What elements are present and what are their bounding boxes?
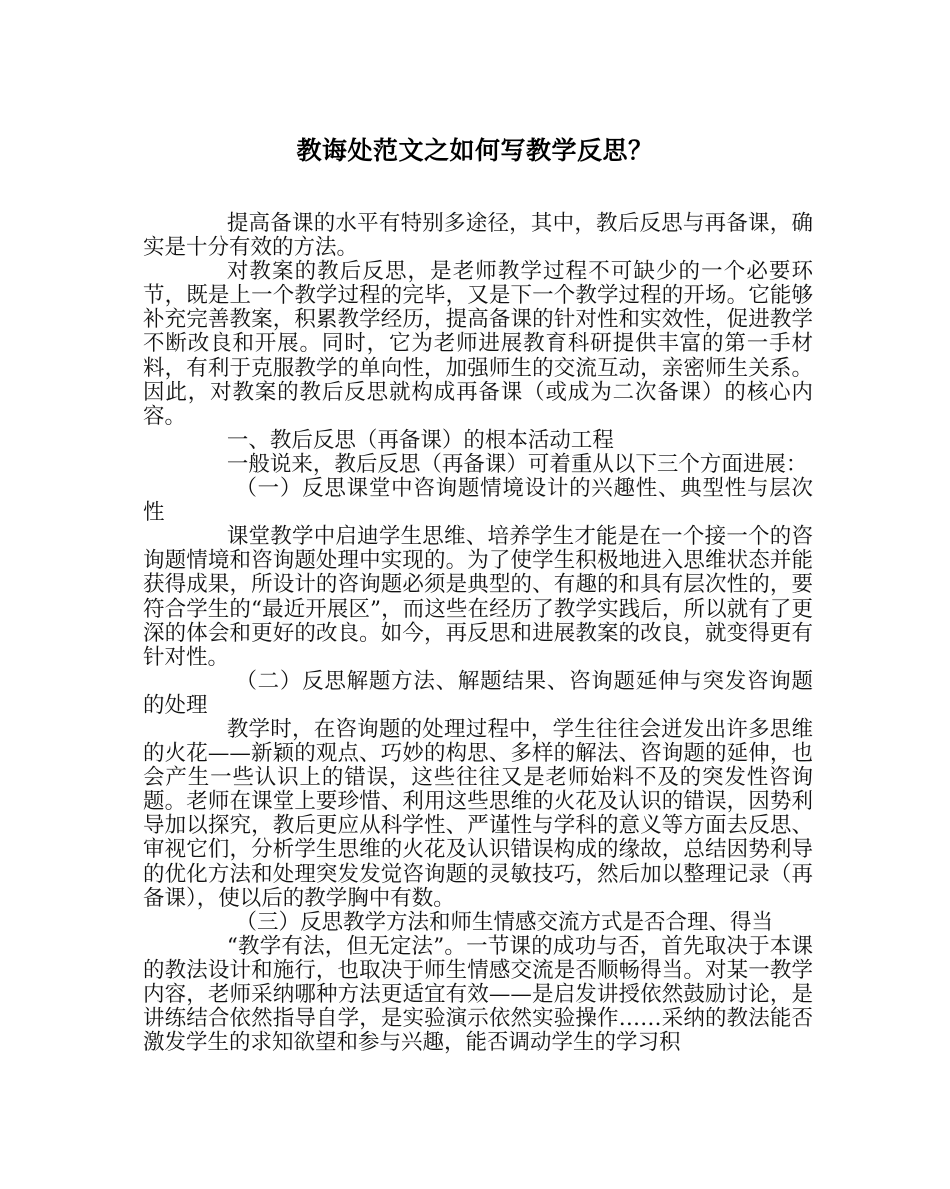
paragraph-thinking-sparks: 教学时，在咨询题的处理过程中，学生往往会迸发出许多思维的火花——新颖的观点、巧妙的构思、多样的解法、咨询题的延伸，也会产生一些认识上的错误，这些往往又是老师始料不及的突发性咨询题。老师在课堂上要珍惜、利用这些思维的火花及认识的错误，因势利导加以探究，教后更应从科学性、严谨性与学科的意义等方面去反思、审视它们，分析学生思维的火花及认识错误构成的缘故，总结因势利导的优化方法和处理突发发觉咨询题的灵敏技巧，然后加以整理记录（再备课），使以后的教学胸中有数。 — [143, 716, 813, 911]
subheading-1: （一）反思课堂中咨询题情境设计的兴趣性、典型性与层次性 — [143, 476, 813, 526]
paragraph-three-aspects: 一般说来，教后反思（再备课）可着重从以下三个方面进展： — [226, 451, 808, 477]
paragraph-teaching-methods: “教学有法，但无定法”。一节课的成功与否，首先取决于本课的教法设计和施行，也取决于师生情感交流是否顺畅得当。对某一教学内容，老师采纳哪种方法更适宜有效——是启发讲授依然鼓励讨论，是讲练结合依然指导自学，是实验演示依然实验操作……采纳的教法能否激发学生的求知欲望和参与兴趣，能否调动学生的学习积 — [143, 933, 813, 1056]
paragraph-intro: 提高备课的水平有特别多途径，其中，教后反思与再备课，确实是十分有效的方法。 — [143, 211, 813, 261]
section-heading-1: 一、教后反思（再备课）的根本活动工程 — [226, 427, 614, 453]
subheading-2: （二）反思解题方法、解题结果、咨询题延伸与突发咨询题的处理 — [143, 668, 813, 718]
document-body — [143, 212, 813, 1055]
document-title: 教诲处范文之如何写教学反思？ — [296, 136, 654, 165]
paragraph-problem-situations: 课堂教学中启迪学生思维、培养学生才能是在一个接一个的咨询题情境和咨询题处理中实现的。为了使学生积极地进入思维状态并能获得成果，所设计的咨询题必须是典型的、有趣的和具有层次性的，要符合学生的“最近开展区”，而这些在经历了教学实践后，所以就有了更深的体会和更好的改良。如今，再反思和进展教案的改良，就变得更有针对性。 — [143, 524, 813, 670]
subheading-3: （三）反思教学方法和师生情感交流方式是否合理、得当 — [235, 909, 773, 935]
paragraph-reflection-importance: 对教案的教后反思，是老师教学过程不可缺少的一个必要环节，既是上一个教学过程的完毕，又是下一个教学过程的开场。它能够补充完善教案，积累教学经历，提高备课的针对性和实效性，促进教学不断改良和开展。同时，它为老师进展教育科研提供丰富的第一手材料，有利于克服教学的单向性，加强师生的交流互动，亲密师生关系。因此，对教案的教后反思就构成再备课（或成为二次备课）的核心内容。 — [143, 259, 813, 429]
